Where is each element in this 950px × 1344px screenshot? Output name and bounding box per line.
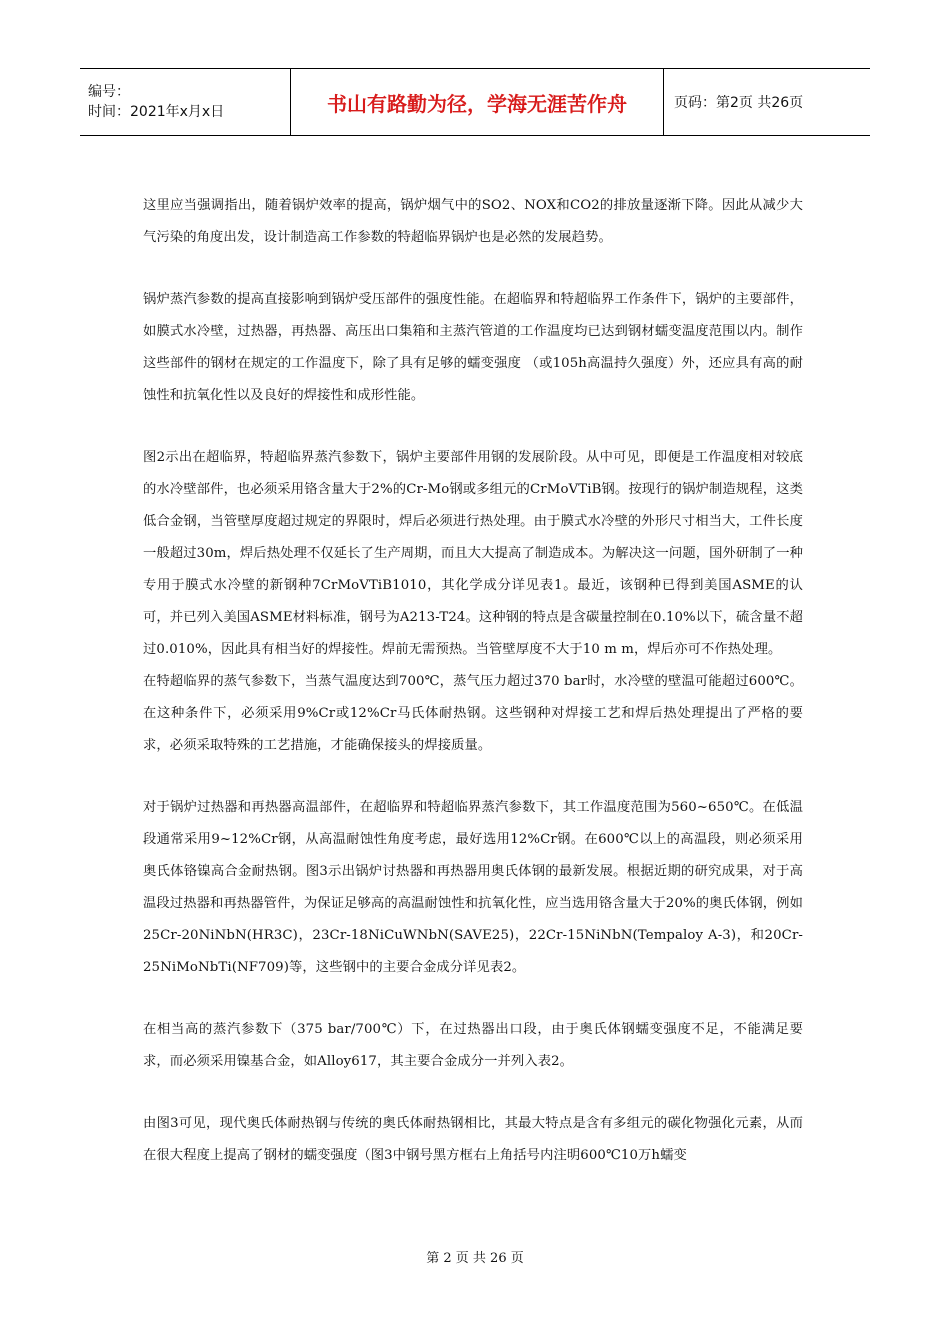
header-motto: 书山有路勤为径，学海无涯苦作舟 (291, 69, 664, 136)
document-body (143, 190, 803, 1172)
document-date: 时间：2021年x月x日 (88, 104, 225, 120)
paragraph-2: 锅炉蒸汽参数的提高直接影响到锅炉受压部件的强度性能。在超临界和特超临界工作条件下，锅炉的主要部件，如膜式水冷壁，过热器，再热器、高压出口集箱和主蒸汽管道的工作温度均已达到钢材蠕变温度范围以内。制作这些部件的钢材在规定的工作温度下，除了具有足够的蠕变强度 （或105h高温持久强度）外，还应具有高的耐蚀性和抗氧化性以及良好的焊接性和成形性能。 (143, 292, 803, 403)
paragraph-1: 这里应当强调指出，随着锅炉效率的提高，锅炉烟气中的SO2、NOX和CO2的排放量逐渐下降。因此从减少大气污染的角度出发，设计制造高工作参数的特超临界锅炉也是必然的发展趋势。 (143, 198, 803, 245)
page-footer: 第 2 页 共 26 页 (426, 1251, 524, 1266)
header-meta (80, 69, 291, 136)
paragraph-5: 对于锅炉过热器和再热器高温部件，在超临界和特超临界蒸汽参数下，其工作温度范围为560~650℃。在低温段通常采用9~12%Cr钢，从高温耐蚀性角度考虑，最好选用12%Cr钢。在600℃以上的高温段，则必须采用奥氏体铬镍高合金耐热钢。图3示出锅炉讨热器和再热器用奥氏体钢的最新发展。根据近期的研究成果，对于高温段过热器和再热器管件，为保证足够高的高温耐蚀性和抗氧化性，应当选用铬含量大于20%的奥氏体钢，例如25Cr-20NiNbN(HR3C)，23Cr-18NiCuWNbN(SAVE25)，22Cr-15NiNbN(Tempaloy A-3)，和20Cr-25NiMoNbTi(NF709)等，这些钢中的主要合金成分详见表2。 (143, 800, 803, 975)
header-page-number: 页码：第2页 共26页 (664, 69, 871, 136)
paragraph-4: 在特超临界的蒸气参数下，当蒸气温度达到700℃，蒸气压力超过370 bar时，水冷壁的壁温可能超过600℃。在这种条件下，必须采用9%Cr或12%Cr马氏体耐热钢。这些钢种对焊接工艺和焊后热处理提出了严格的要求，必须采取特殊的工艺措施，才能确保接头的焊接质量。 (143, 674, 803, 753)
paragraph-3: 图2示出在超临界，特超临界蒸汽参数下，锅炉主要部件用钢的发展阶段。从中可见，即便是工作温度相对较底的水冷壁部件，也必须采用铬含量大于2%的Cr-Mo钢或多组元的CrMoVTiB钢。按现行的锅炉制造规程，这类低合金钢，当管壁厚度超过规定的界限时，焊后必须进行热处理。由于膜式水冷壁的外形尺寸相当大，工件长度一般超过30m，焊后热处理不仅延长了生产周期，而且大大提高了制造成本。为解决这一问题，国外研制了一种专用于膜式水冷壁的新钢种7CrMoVTiB1010，其化学成分详见表1。最近，该钢种已得到美国ASME的认可，并已列入美国ASME材料标准，钢号为A213-T24。这种钢的特点是含碳量控制在0.10%以下，硫含量不超过0.010%，因此具有相当好的焊接性。焊前无需预热。当管壁厚度不大于10 m m，焊后亦可不作热处理。 (143, 450, 803, 657)
page-header (80, 68, 870, 136)
paragraph-7: 由图3可见，现代奥氏体耐热钢与传统的奥氏体耐热钢相比，其最大特点是含有多组元的碳化物强化元素，从而在很大程度上提高了钢材的蠕变强度（图3中钢号黑方框右上角括号内注明600℃10万h蠕变 (143, 1116, 803, 1163)
document-number: 编号： (88, 84, 130, 100)
paragraph-6: 在相当高的蒸汽参数下（375 bar/700℃）下，在过热器出口段，由于奥氏体钢蠕变强度不足，不能满足要求，而必须采用镍基合金，如Alloy617，其主要合金成分一并列入表2。 (143, 1022, 803, 1069)
